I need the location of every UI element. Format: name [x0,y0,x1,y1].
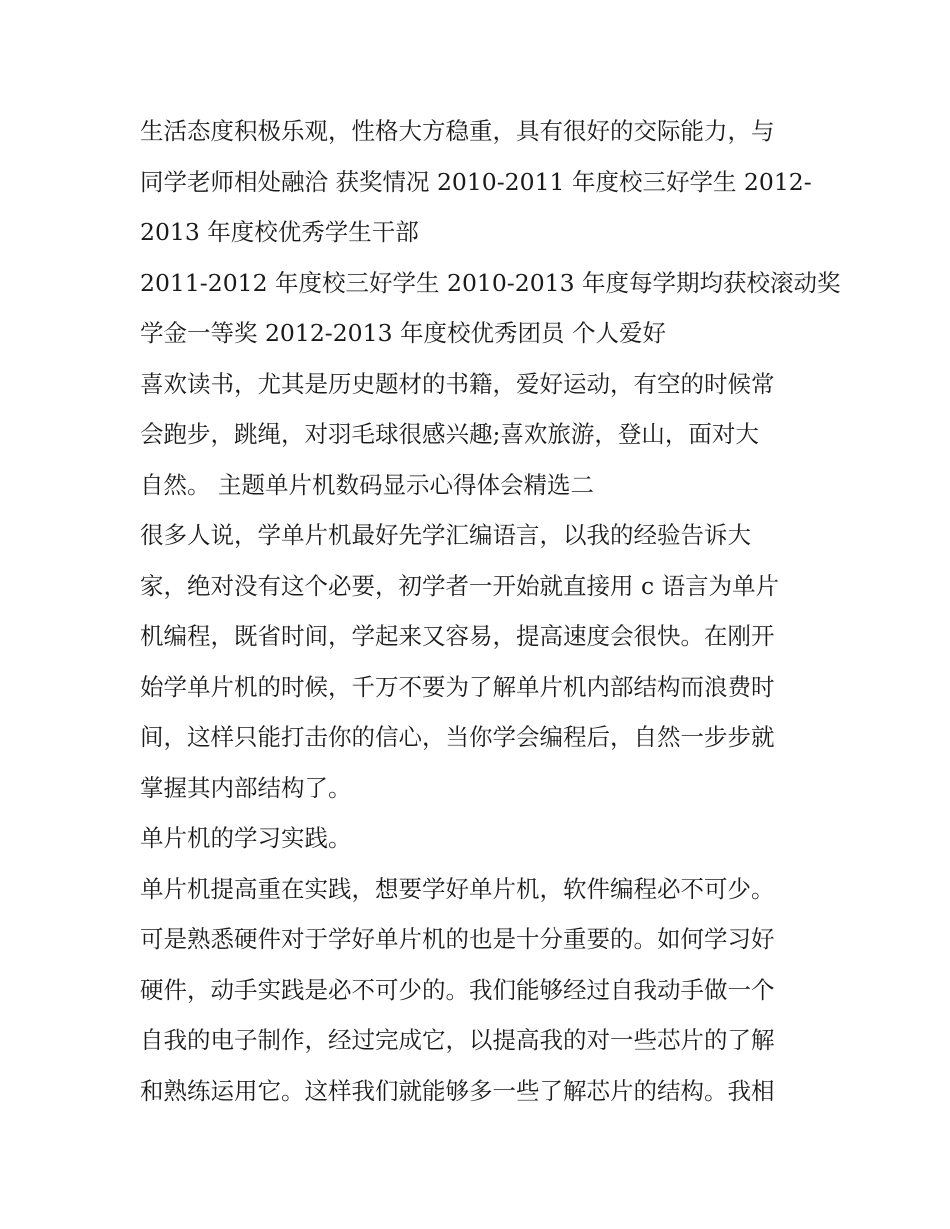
text-line: 很多人说，学单片机最好先学汇编语言，以我的经验告诉大 [140,521,751,549]
text-line: 掌握其内部结构了。 [140,773,352,802]
text-line: 始学单片机的时候，千万不要为了解单片机内部结构而浪费时 [140,672,775,701]
paragraph-learning-advice [140,510,820,813]
text-line: 会跑步，跳绳，对羽毛球很感兴趣;喜欢旅游，登山，面对大 [140,420,759,448]
text-line: 喜欢读书，尤其是历史题材的书籍，爱好运动，有空的时候常 [140,369,775,398]
paragraph-hobbies [140,359,820,511]
section-heading-practice [140,813,820,864]
document-page [140,106,841,1116]
text-line: 自然。 主题单片机数码显示心得体会精选二 [140,470,594,499]
text-line: 2011-2012 年度校三好学生 2010-2013 年度每学期均获校滚动奖 [140,268,841,297]
text-line: 生活态度积极乐观，性格大方稳重，具有很好的交际能力，与 [140,117,775,145]
text-line: 学金一等奖 2012-2013 年度校优秀团员 个人爱好 [140,319,666,347]
text-line: 同学老师相处融洽 获奖情况 2010-2011 年度校三好学生 2012- [140,167,812,196]
paragraph-personality-awards [140,106,820,258]
text-line: 可是熟悉硬件对于学好单片机的也是十分重要的。如何学习好 [140,925,775,953]
text-line: 机编程，既省时间，学起来又容易，提高速度会很快。在刚开 [140,622,775,650]
text-line: 间，这样只能打击你的信心，当你学会编程后，自然一步步就 [140,723,775,751]
paragraph-practice [140,864,820,1117]
text-line: 2013 年度校优秀学生干部 [140,218,419,246]
text-line: 单片机的学习实践。 [140,824,352,852]
paragraph-awards-continued [140,258,841,359]
text-line: 和熟练运用它。这样我们就能够多一些了解芯片的结构。我相 [140,1076,775,1105]
text-line: 自我的电子制作，经过完成它，以提高我的对一些芯片的了解 [140,1026,775,1054]
text-line: 硬件，动手实践是必不可少的。我们能够经过自我动手做一个 [140,975,775,1004]
text-line: 家，绝对没有这个必要，初学者一开始就直接用 c 语言为单片 [140,571,780,600]
text-line: 单片机提高重在实践，想要学好单片机，软件编程必不可少。 [140,874,775,903]
